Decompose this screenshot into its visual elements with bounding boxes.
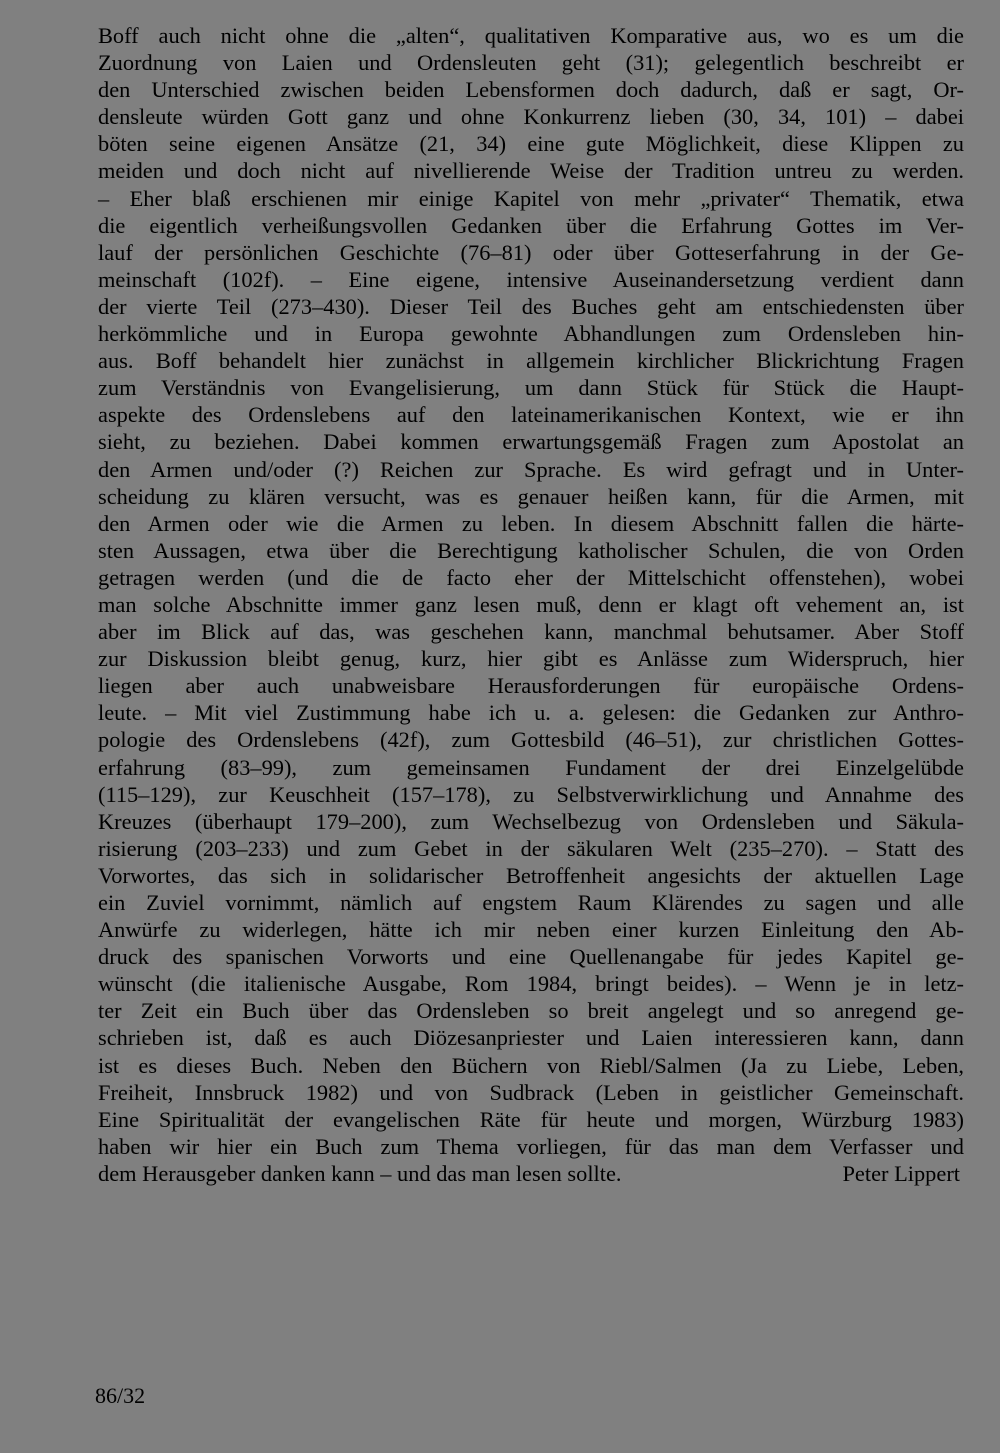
- text-line: haben wir hier ein Buch zum Thema vorliegen, für das man dem Verfasser und: [98, 1133, 964, 1159]
- text-line: sten Aussagen, etwa über die Berechtigung katholischer Schulen, die von Orden: [98, 537, 964, 563]
- text-line: (115–129), zur Keuschheit (157–178), zu Selbstverwirklichung und Annahme des: [98, 781, 964, 807]
- text-line: schrieben ist, daß es auch Diözesanpriester und Laien interessieren kann, dann: [98, 1025, 964, 1051]
- text-line: den Unterschied zwischen beiden Lebensformen doch dadurch, daß er sagt, Or-: [98, 77, 964, 103]
- text-line: der vierte Teil (273–430). Dieser Teil des Buches geht am entschiedensten über: [98, 293, 964, 319]
- text-line: erfahrung (83–99), zum gemeinsamen Fundament der drei Einzelgelübde: [98, 754, 964, 780]
- text-line: aspekte des Ordenslebens auf den lateinamerikanischen Kontext, wie er ihn: [98, 402, 964, 428]
- text-line: – Eher blaß erschienen mir einige Kapitel von mehr „privater“ Thematik, etwa: [98, 185, 964, 211]
- text-line: Vorwortes, das sich in solidarischer Betroffenheit angesichts der aktuellen Lage: [98, 862, 964, 888]
- text-line: liegen aber auch unabweisbare Herausforderungen für europäische Ordens-: [98, 673, 964, 699]
- text-line: die eigentlich verheißungsvollen Gedanken über die Erfahrung Gottes im Ver-: [98, 212, 964, 238]
- page-number: 86/32: [95, 1383, 146, 1408]
- text-line: Zuordnung von Laien und Ordensleuten geht (31); gelegentlich beschreibt er: [98, 50, 964, 76]
- text-line: Anwürfe zu widerlegen, hätte ich mir neben einer kurzen Einleitung den Ab-: [98, 917, 964, 943]
- author-signature: Peter Lippert: [842, 1160, 960, 1186]
- review-text: [98, 22, 964, 1187]
- text-line: sieht, zu beziehen. Dabei kommen erwartungsgemäß Fragen zum Apostolat an: [98, 429, 964, 455]
- text-line: ein Zuviel vornimmt, nämlich auf engstem Raum Klärendes zu sagen und alle: [98, 890, 964, 915]
- final-line-text: dem Herausgeber danken kann – und das man lesen sollte.: [98, 1160, 622, 1186]
- text-line: böten seine eigenen Ansätze (21, 34) eine gute Möglichkeit, diese Klippen zu: [98, 131, 964, 157]
- text-line: aus. Boff behandelt hier zunächst in allgemein kirchlicher Blickrichtung Fragen: [98, 348, 964, 374]
- text-line: scheidung zu klären versucht, was es genauer heißen kann, für die Armen, mit: [98, 483, 964, 509]
- text-line: pologie des Ordenslebens (42f), zum Gottesbild (46–51), zur christlichen Gottes-: [98, 727, 964, 753]
- text-line: Eine Spiritualität der evangelischen Räte für heute und morgen, Würzburg 1983): [98, 1106, 964, 1132]
- text-line: man solche Abschnitte immer ganz lesen muß, denn er klagt oft vehement an, ist: [98, 591, 964, 617]
- text-line: Freiheit, Innsbruck 1982) und von Sudbrack (Leben in geistlicher Gemeinschaft.: [98, 1079, 964, 1105]
- text-line: aber im Blick auf das, was geschehen kann, manchmal behutsamer. Aber Stoff: [98, 619, 964, 645]
- text-line: leute. – Mit viel Zustimmung habe ich u. a. gelesen: die Gedanken zur Anthro-: [98, 700, 964, 726]
- text-line: lauf der persönlichen Geschichte (76–81) oder über Gotteserfahrung in der Ge-: [98, 239, 964, 265]
- text-line: ist es dieses Buch. Neben den Büchern von Riebl/Salmen (Ja zu Liebe, Leben,: [98, 1052, 964, 1078]
- text-line: druck des spanischen Vorworts und eine Quellenangabe für jedes Kapitel ge-: [98, 944, 964, 970]
- text-line: getragen werden (und die de facto eher der Mittelschicht offenstehen), wobei: [98, 564, 964, 590]
- final-line: [98, 1160, 964, 1187]
- text-line: den Armen oder wie die Armen zu leben. In diesem Abschnitt fallen die härte-: [98, 510, 964, 536]
- text-line: densleute würden Gott ganz und ohne Konkurrenz lieben (30, 34, 101) – dabei: [98, 104, 964, 130]
- text-line: zum Verständnis von Evangelisierung, um dann Stück für Stück die Haupt-: [98, 375, 964, 401]
- text-line: Kreuzes (überhaupt 179–200), zum Wechselbezug von Ordensleben und Säkula-: [98, 808, 964, 834]
- text-line: ter Zeit ein Buch über das Ordensleben so breit angelegt und so anregend ge-: [98, 998, 964, 1024]
- text-line: Boff auch nicht ohne die „alten“, qualitativen Komparative aus, wo es um die: [98, 23, 964, 48]
- text-line: herkömmliche und in Europa gewohnte Abhandlungen zum Ordensleben hin-: [98, 321, 964, 347]
- text-line: risierung (203–233) und zum Gebet in der säkularen Welt (235–270). – Statt des: [98, 835, 964, 861]
- text-line: den Armen und/oder (?) Reichen zur Sprache. Es wird gefragt und in Unter-: [98, 456, 964, 482]
- text-line: zur Diskussion bleibt genug, kurz, hier gibt es Anlässe zum Widerspruch, hier: [98, 646, 964, 672]
- text-line: wünscht (die italienische Ausgabe, Rom 1984, bringt beides). – Wenn je in letz-: [98, 971, 964, 997]
- text-line: meinschaft (102f). – Eine eigene, intensive Auseinandersetzung verdient dann: [98, 266, 964, 292]
- text-line: meiden und doch nicht auf nivellierende Weise der Tradition untreu zu werden.: [98, 158, 964, 184]
